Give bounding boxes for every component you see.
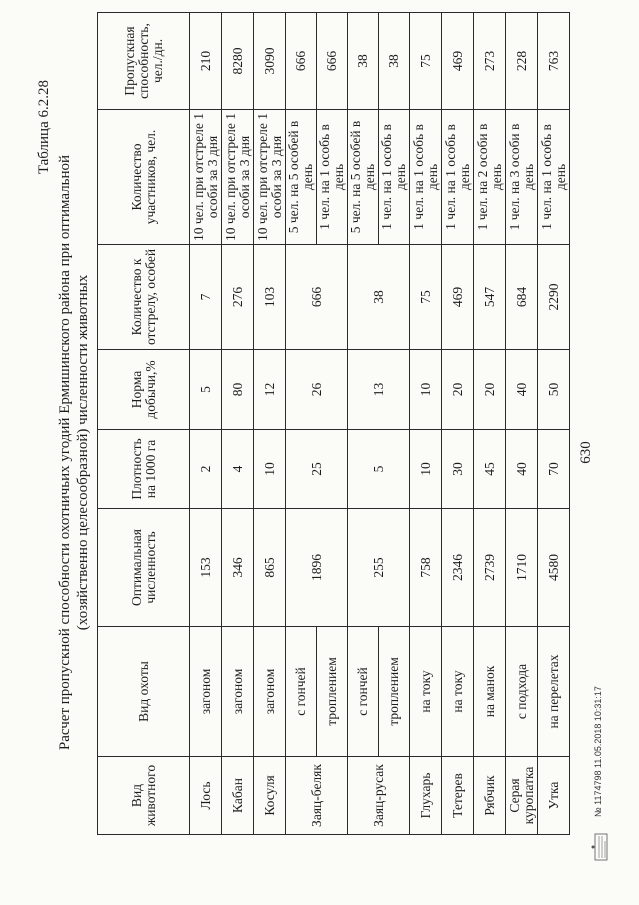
table-row: [442, 12, 474, 834]
header-norm: Норма добычи,%: [98, 349, 190, 429]
quota-cell: 75: [410, 244, 442, 349]
registration-number: № 1174798 11.05.2018 10:31:17: [593, 686, 603, 817]
quota-cell: 469: [442, 244, 474, 349]
capacity-cell: 75: [410, 12, 442, 109]
participants-cell: 1 чел. на 1 особь в день: [538, 109, 570, 244]
title-line-2: (хозяйственно целесообразной) численности животных: [75, 274, 91, 631]
animal-cell: Лось: [190, 757, 222, 835]
capacity-cell: 38: [348, 12, 379, 109]
animal-cell: Косуля: [254, 757, 286, 835]
participants-cell: 10 чел. при отстреле 1 особи за 3 дня: [254, 109, 286, 244]
optimal-cell: 1710: [506, 508, 538, 626]
capacity-cell: 763: [538, 12, 570, 109]
density-cell: 4: [222, 429, 254, 508]
optimal-cell: 153: [190, 508, 222, 626]
norm-cell: 13: [348, 349, 410, 429]
capacity-cell: 666: [286, 12, 317, 109]
capacity-cell: 666: [317, 12, 348, 109]
title-line-1: Расчет пропускной способности охотничьих угодий Ермишинского района при оптимальной: [57, 154, 73, 751]
table-row: [286, 12, 317, 834]
hunt-cell: троплением: [379, 626, 410, 756]
table-row: [410, 12, 442, 834]
table-row: [506, 12, 538, 834]
optimal-cell: 346: [222, 508, 254, 626]
header-capacity: Пропускная способность, чел./дн.: [98, 12, 190, 109]
norm-cell: 12: [254, 349, 286, 429]
density-cell: 5: [348, 429, 410, 508]
participants-cell: 10 чел. при отстреле 1 особи за 3 дня: [190, 109, 222, 244]
participants-cell: 1 чел. на 1 особь в день: [410, 109, 442, 244]
quota-cell: 38: [348, 244, 410, 349]
hunt-cell: загоном: [254, 626, 286, 756]
optimal-cell: 865: [254, 508, 286, 626]
density-cell: 70: [538, 429, 570, 508]
quota-cell: 103: [254, 244, 286, 349]
animal-cell: Тетерев: [442, 757, 474, 835]
hunt-cell: с гончей: [348, 626, 379, 756]
capacity-cell: 210: [190, 12, 222, 109]
participants-cell: 1 чел. на 1 особь в день: [317, 109, 348, 244]
table-header-row: [98, 12, 190, 834]
norm-cell: 20: [474, 349, 506, 429]
norm-cell: 50: [538, 349, 570, 429]
capacity-cell: 38: [379, 12, 410, 109]
participants-cell: 1 чел. на 3 особи в день: [506, 109, 538, 244]
optimal-cell: 2739: [474, 508, 506, 626]
hunt-cell: загоном: [222, 626, 254, 756]
hunt-cell: на манок: [474, 626, 506, 756]
header-density: Плотность на 1000 га: [98, 429, 190, 508]
header-hunt-type: Вид охоты: [98, 626, 190, 756]
optimal-cell: 1896: [286, 508, 348, 626]
participants-cell: 5 чел. на 5 особей в день: [348, 109, 379, 244]
density-cell: 2: [190, 429, 222, 508]
table-row: [348, 12, 379, 834]
norm-cell: 80: [222, 349, 254, 429]
quota-cell: 666: [286, 244, 348, 349]
quota-cell: 7: [190, 244, 222, 349]
quota-cell: 547: [474, 244, 506, 349]
header-animal: Вид животного: [98, 757, 190, 835]
participants-cell: 10 чел. при отстреле 1 особи за 3 дня: [222, 109, 254, 244]
quota-cell: 276: [222, 244, 254, 349]
optimal-cell: 255: [348, 508, 410, 626]
hunt-cell: на току: [410, 626, 442, 756]
header-optimal-count: Оптимальная численность: [98, 508, 190, 626]
animal-cell: Глухарь: [410, 757, 442, 835]
table-row: [190, 12, 222, 834]
capacity-cell: 3090: [254, 12, 286, 109]
density-cell: 25: [286, 429, 348, 508]
hunt-cell: с гончей: [286, 626, 317, 756]
animal-cell: Заяц-беляк: [286, 757, 348, 835]
header-quota: Количество к отстрелу, особей: [98, 244, 190, 349]
hunt-cell: на перелетах: [538, 626, 570, 756]
participants-cell: 5 чел. на 5 особей в день: [286, 109, 317, 244]
quota-cell: 684: [506, 244, 538, 349]
table-label: Таблица 6.2.28: [36, 80, 52, 175]
hunt-cell: троплением: [317, 626, 348, 756]
norm-cell: 40: [506, 349, 538, 429]
density-cell: 10: [254, 429, 286, 508]
capacity-table: [97, 12, 570, 835]
registration-stamp-icon: [590, 833, 612, 861]
table-row: [474, 12, 506, 834]
capacity-cell: 228: [506, 12, 538, 109]
density-cell: 30: [442, 429, 474, 508]
capacity-cell: 469: [442, 12, 474, 109]
density-cell: 40: [506, 429, 538, 508]
density-cell: 45: [474, 429, 506, 508]
page-number: 630: [578, 441, 594, 464]
table-title: [56, 0, 92, 905]
header-participants: Количество участников, чел.: [98, 109, 190, 244]
norm-cell: 5: [190, 349, 222, 429]
animal-cell: Серая куропатка: [506, 757, 538, 835]
capacity-cell: 273: [474, 12, 506, 109]
participants-cell: 1 чел. на 2 особи в день: [474, 109, 506, 244]
animal-cell: Утка: [538, 757, 570, 835]
optimal-cell: 2346: [442, 508, 474, 626]
participants-cell: 1 чел. на 1 особь в день: [442, 109, 474, 244]
hunt-cell: загоном: [190, 626, 222, 756]
hunt-cell: на току: [442, 626, 474, 756]
norm-cell: 26: [286, 349, 348, 429]
optimal-cell: 758: [410, 508, 442, 626]
density-cell: 10: [410, 429, 442, 508]
participants-cell: 1 чел. на 1 особь в день: [379, 109, 410, 244]
quota-cell: 2290: [538, 244, 570, 349]
table-row: [222, 12, 254, 834]
optimal-cell: 4580: [538, 508, 570, 626]
table-row: [254, 12, 286, 834]
table-row: [538, 12, 570, 834]
hunt-cell: с подхода: [506, 626, 538, 756]
norm-cell: 10: [410, 349, 442, 429]
animal-cell: Рябчик: [474, 757, 506, 835]
norm-cell: 20: [442, 349, 474, 429]
animal-cell: Заяц-русак: [348, 757, 410, 835]
capacity-cell: 8280: [222, 12, 254, 109]
animal-cell: Кабан: [222, 757, 254, 835]
